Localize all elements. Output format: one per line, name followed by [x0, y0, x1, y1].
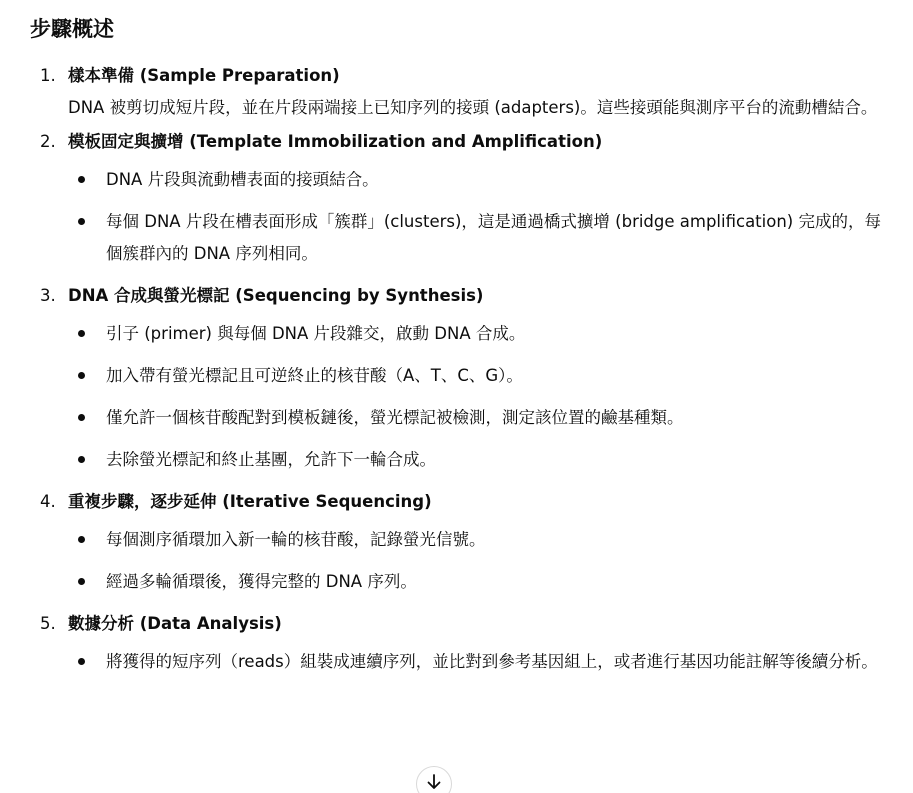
- bullet-text: 每個 DNA 片段在槽表面形成「簇群」(clusters)，這是通過橋式擴增 (bridge amplification) 完成的，每個簇群內的 DNA 序列相同。: [106, 212, 881, 263]
- step-title: 模板固定與擴增 (Template Immobilization and Amplification): [68, 132, 603, 151]
- step-title: 重複步驟，逐步延伸 (Iterative Sequencing): [68, 492, 432, 511]
- bullet-list: [68, 646, 890, 678]
- bullet-icon: [78, 414, 85, 421]
- step-item-4: [40, 486, 890, 598]
- steps-list: [40, 60, 890, 688]
- list-item: [68, 206, 890, 270]
- section-heading: 步驟概述: [30, 17, 114, 41]
- list-item: [68, 402, 890, 434]
- list-item: [68, 524, 890, 556]
- step-item-5: [40, 608, 890, 678]
- step-number: 5.: [40, 614, 56, 633]
- step-number: 4.: [40, 492, 56, 511]
- bullet-icon: [78, 536, 85, 543]
- step-item-3: [40, 280, 890, 476]
- bullet-icon: [78, 578, 85, 585]
- bullet-icon: [78, 218, 85, 225]
- bullet-list: [68, 318, 890, 476]
- step-number: 3.: [40, 286, 56, 305]
- bullet-text: 引子 (primer) 與每個 DNA 片段雜交，啟動 DNA 合成。: [106, 324, 526, 343]
- bullet-icon: [78, 372, 85, 379]
- bullet-text: DNA 片段與流動槽表面的接頭結合。: [106, 170, 379, 189]
- step-title: DNA 合成與螢光標記 (Sequencing by Synthesis): [68, 286, 484, 305]
- bullet-text: 加入帶有螢光標記且可逆終止的核苷酸（A、T、C、G）。: [106, 366, 523, 385]
- step-title: 樣本準備 (Sample Preparation): [68, 66, 340, 85]
- list-item: [68, 360, 890, 392]
- list-item: [68, 444, 890, 476]
- step-number: 1.: [40, 66, 56, 85]
- bullet-icon: [78, 658, 85, 665]
- scroll-to-bottom-button[interactable]: [416, 766, 452, 793]
- bullet-text: 去除螢光標記和終止基團，允許下一輪合成。: [106, 450, 436, 469]
- step-description: DNA 被剪切成短片段，並在片段兩端接上已知序列的接頭 (adapters)。這些接頭能與測序平台的流動槽結合。: [68, 98, 878, 117]
- bullet-list: [68, 164, 890, 270]
- list-item: [68, 164, 890, 196]
- list-item: [68, 646, 890, 678]
- bullet-icon: [78, 330, 85, 337]
- bullet-text: 經過多輪循環後，獲得完整的 DNA 序列。: [106, 572, 417, 591]
- bullet-text: 將獲得的短序列（reads）組裝成連續序列，並比對到參考基因組上，或者進行基因功能註解等後續分析。: [106, 652, 878, 671]
- bullet-text: 僅允許一個核苷酸配對到模板鏈後，螢光標記被檢測，測定該位置的鹼基種類。: [106, 408, 684, 427]
- step-item-1: [40, 60, 890, 124]
- bullet-list: [68, 524, 890, 598]
- bullet-icon: [78, 176, 85, 183]
- step-number: 2.: [40, 132, 56, 151]
- list-item: [68, 318, 890, 350]
- bullet-icon: [78, 456, 85, 463]
- arrow-down-icon: [426, 773, 442, 791]
- list-item: [68, 566, 890, 598]
- step-title: 數據分析 (Data Analysis): [68, 614, 282, 633]
- bullet-text: 每個測序循環加入新一輪的核苷酸，記錄螢光信號。: [106, 530, 486, 549]
- step-item-2: [40, 126, 890, 270]
